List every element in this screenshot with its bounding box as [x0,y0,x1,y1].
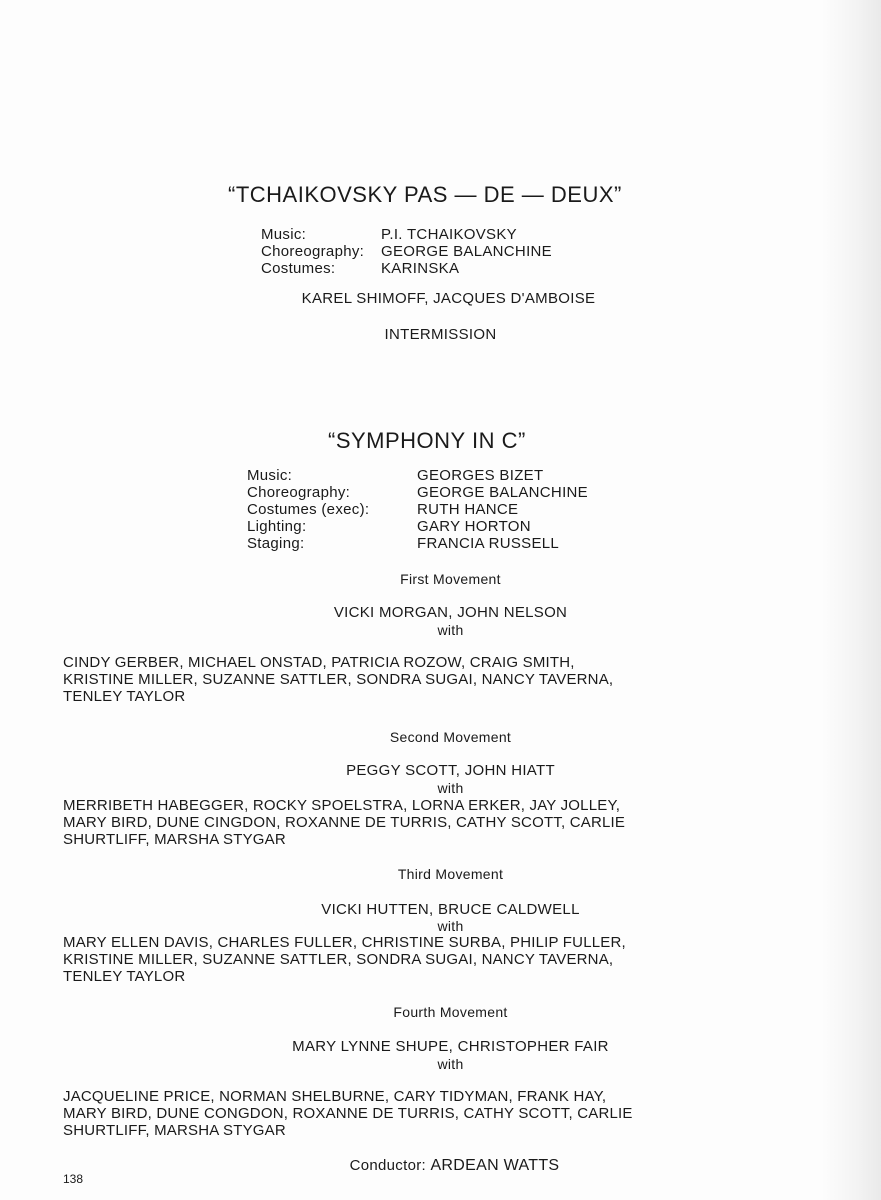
ballet2-title: “SYMPHONY IN C” [328,428,526,453]
movement-ensemble [63,1088,743,1139]
credit-label: Lighting: [247,518,307,535]
credit-value: GARY HORTON [417,518,531,535]
movement-principals: MARY LYNNE SHUPE, CHRISTOPHER FAIR [292,1038,609,1055]
credit-label: Music: [261,226,307,243]
with-label: with [437,1056,464,1072]
ensemble-line: MARY BIRD, DUNE CINGDON, ROXANNE DE TURRIS, CATHY SCOTT, CARLIE [63,814,626,831]
page-edge-shadow [821,0,881,1200]
credit-label: Costumes: [261,260,336,277]
credit-label: Staging: [247,535,305,552]
ballet1-title: “TCHAIKOVSKY PAS — DE — DEUX” [228,182,622,207]
credit-row [247,535,588,552]
page-number: 138 [63,1172,84,1186]
with-label: with [437,918,464,934]
credit-row [247,501,588,518]
credit-row [261,260,552,277]
credit-value: GEORGE BALANCHINE [381,243,552,260]
ensemble-line: CINDY GERBER, MICHAEL ONSTAD, PATRICIA ROZOW, CRAIG SMITH, [63,654,575,671]
movement-principals: PEGGY SCOTT, JOHN HIATT [346,762,555,779]
credit-value: P.I. TCHAIKOVSKY [381,226,517,243]
credit-value: FRANCIA RUSSELL [417,535,560,552]
credit-row [247,467,588,484]
credit-row [261,243,552,260]
credit-value: RUTH HANCE [417,501,519,518]
credit-value: KARINSKA [381,260,460,277]
ballet2-credits [247,467,588,552]
ensemble-line: MARY ELLEN DAVIS, CHARLES FULLER, CHRISTINE SURBA, PHILIP FULLER, [63,934,626,951]
credit-row [247,484,588,501]
ensemble-line: SHURTLIFF, MARSHA STYGAR [63,1122,286,1139]
credit-row [261,226,552,243]
movement-heading: Third Movement [397,866,504,882]
movement-ensemble [63,934,743,985]
credit-label: Music: [247,467,293,484]
credit-value: GEORGE BALANCHINE [417,484,588,501]
credit-label: Choreography: [247,484,351,501]
ensemble-line: TENLEY TAYLOR [63,968,186,985]
movement-principals: VICKI HUTTEN, BRUCE CALDWELL [321,901,580,918]
conductor-name: ARDEAN WATTS [430,1157,560,1174]
movement-heading: Second Movement [389,729,512,745]
movement-heading: First Movement [400,571,501,587]
ensemble-line: MERRIBETH HABEGGER, ROCKY SPOELSTRA, LORNA ERKER, JAY JOLLEY, [63,797,621,814]
ballet1-credits [261,226,552,277]
movement-ensemble [63,797,743,848]
ensemble-line: KRISTINE MILLER, SUZANNE SATTLER, SONDRA SUGAI, NANCY TAVERNA, [63,671,614,688]
conductor-line [0,1157,881,1175]
credit-label: Costumes (exec): [247,501,370,518]
ballet1-dancers: KAREL SHIMOFF, JACQUES D'AMBOISE [301,290,596,307]
ensemble-line: JACQUELINE PRICE, NORMAN SHELBURNE, CARY TIDYMAN, FRANK HAY, [63,1088,607,1105]
with-label: with [437,622,464,638]
intermission: INTERMISSION [384,326,497,343]
movement-ensemble [63,654,743,705]
credit-row [247,518,588,535]
credit-label: Choreography: [261,243,365,260]
ensemble-line: MARY BIRD, DUNE CONGDON, ROXANNE DE TURRIS, CATHY SCOTT, CARLIE [63,1105,633,1122]
movement-heading: Fourth Movement [393,1004,508,1020]
movement-principals: VICKI MORGAN, JOHN NELSON [333,604,568,621]
ensemble-line: KRISTINE MILLER, SUZANNE SATTLER, SONDRA SUGAI, NANCY TAVERNA, [63,951,614,968]
ensemble-line: SHURTLIFF, MARSHA STYGAR [63,831,286,848]
conductor-label: Conductor: [349,1157,426,1174]
ensemble-line: TENLEY TAYLOR [63,688,186,705]
with-label: with [437,780,464,796]
credit-value: GEORGES BIZET [417,467,544,484]
